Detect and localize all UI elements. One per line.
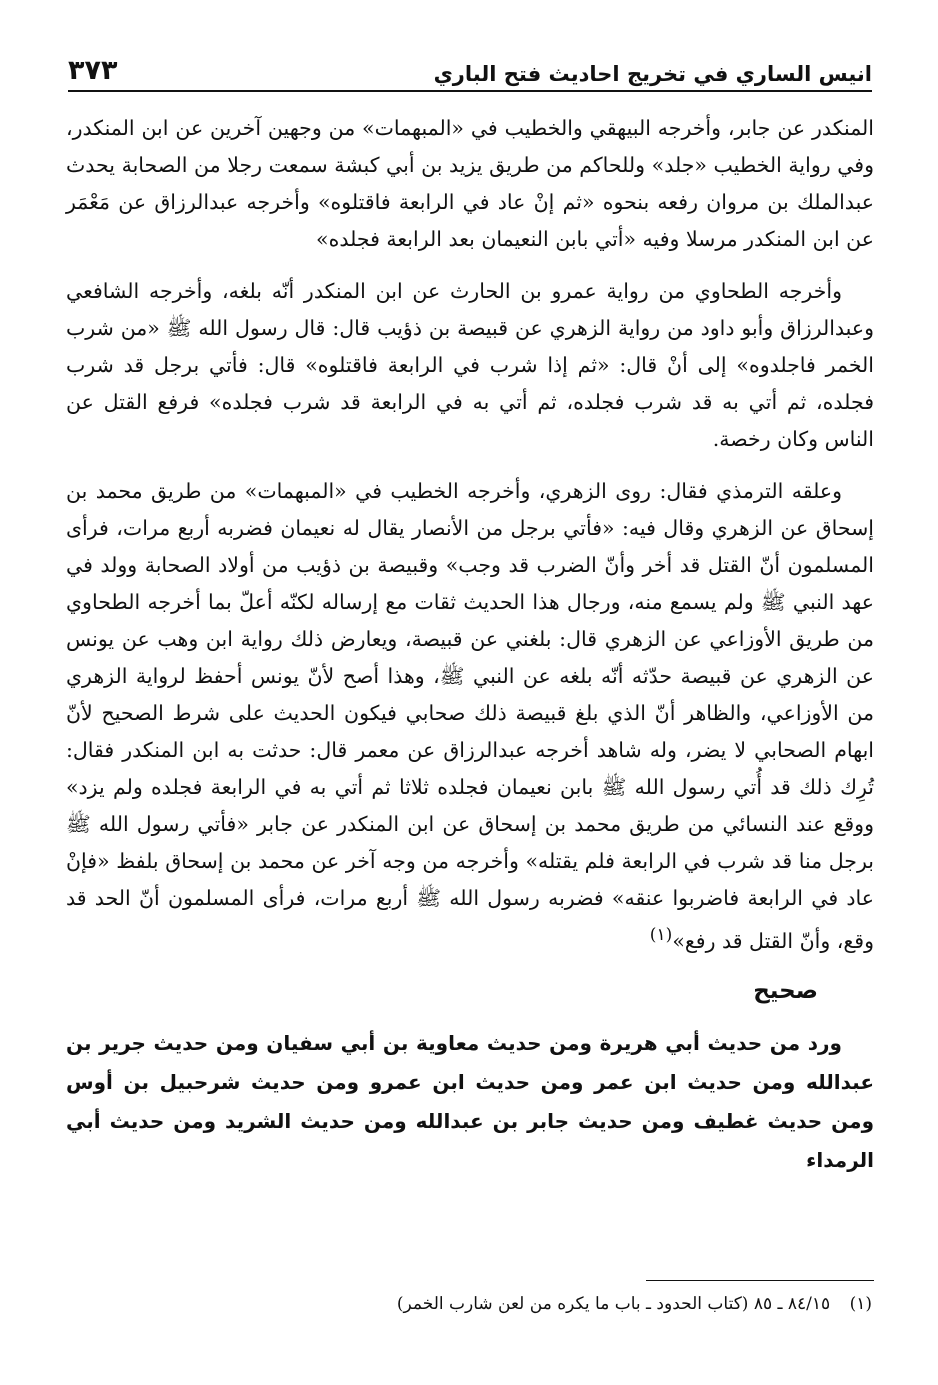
footnote-text: ٨٤/١٥ ـ ٨٥ (كتاب الحدود ـ باب ما يكره من لعن شارب الخمر) — [396, 1294, 831, 1314]
footnote-divider — [646, 1280, 874, 1281]
paragraph-3-text: وعلقه الترمذي فقال: روى الزهري، وأخرجه الخطيب في «المبهمات» من طريق محمد بن إسحاق عن الزهري وقال فيه: «فأتي برجل من الأنصار يقال له نعيمان فضربه أربع مرات، فرأى المسلمون أنّ القتل قد أخر وأنّ الضرب قد وجب» وقبيصة بن ذؤيب من أولاد الصحابة وولد في عهد النبي ﷺ ولم يسمع منه، ورجال هذا الحديث ثقات مع إرساله لكنّه أعلّ بما أخرجه الطحاوي من طريق الأوزاعي عن الزهري قال: بلغني عن قبيصة، ويعارض ذلك رواية ابن وهب عن يونس عن الزهري عن قبيصة حدّثه أنّه بلغه عن النبي ﷺ، وهذا أصح لأنّ يونس أحفظ لرواية الزهري من الأوزاعي، والظاهر أنّ الذي بلغ قبيصة ذلك صحابي فيكون الحديث على شرط الصحيح لأنّ ابهام الصحابي لا يضر، وله شاهد أخرجه عبدالرزاق عن معمر قال: حدثت به ابن المنكدر فقال: تُرِك ذلك قد أُتي رسول الله ﷺ بابن نعيمان فجلده ثلاثا ثم أتي به في الرابعة فجلده ولم يزد» ووقع عند النسائي من طريق محمد بن إسحاق عن ابن المنكدر عن جابر «فأتي رسول الله ﷺ برجل منا قد شرب في الرابعة فلم يقتله» وأخرجه من وجه آخر عن محمد بن إسحاق بلفظ «فإنْ عاد في الرابعة فاضربوا عنقه» فضربه رسول الله ﷺ أربع مرات، فرأى المسلمون أنّ الحد قد وقع، وأنّ القتل قد رفع» — [66, 479, 874, 953]
paragraph-3 — [66, 473, 874, 960]
paragraph-1: المنكدر عن جابر، وأخرجه البيهقي والخطيب في «المبهمات» من وجهين آخرين عن ابن المنكدر، وفي رواية الخطيب «جلد» وللحاكم من طريق يزيد بن أبي كبشة سمعت رجلا من الصحابة يحدث عبدالملك بن مروان رفعه بنحوه «ثم إنْ عاد في الرابعة فاقتلوه» وأخرجه عبدالرزاق عن مَعْمَر عن ابن المنكدر مرسلا وفيه «أتي بابن النعيمان بعد الرابعة فجلده» — [66, 116, 874, 251]
paragraph-2: وأخرجه الطحاوي من رواية عمرو بن الحارث عن ابن المنكدر أنّه بلغه، وأخرجه الشافعي وعبدالرزاق وأبو داود من رواية الزهري عن قبيصة بن ذؤيب قال: قال رسول الله ﷺ «من شرب الخمر فاجلدوه» إلى أنْ قال: «ثم إذا شرب في الرابعة فاقتلوه» قال: فأتي برجل قد شرب فجلده، ثم أتي به قد شرب فجلده، ثم أتي به في الرابعة قد شرب فجلده» فرفع القتل عن الناس وكان رخصة. — [66, 279, 874, 451]
header-title: انيس الساري في تخريج احاديث فتح الباري — [433, 62, 872, 86]
bold-paragraph: ورد من حديث أبي هريرة ومن حديث معاوية بن أبي سفيان ومن حديث جرير بن عبدالله ومن حديث ابن عمر ومن حديث ابن عمرو ومن حديث شرحبيل بن أوس ومن حديث غطيف ومن حديث جابر بن عبدالله ومن حديث الشريد ومن حديث أبي الرمداء — [66, 1030, 874, 1172]
page-number: ٣٧٣ — [68, 55, 118, 86]
running-header — [68, 44, 872, 92]
footnote-marker: (١) — [649, 925, 673, 945]
footnote-number: (١) — [849, 1294, 872, 1314]
footnote — [66, 1290, 872, 1318]
body-text — [66, 110, 874, 1195]
section-heading: صحيح — [753, 977, 818, 1004]
